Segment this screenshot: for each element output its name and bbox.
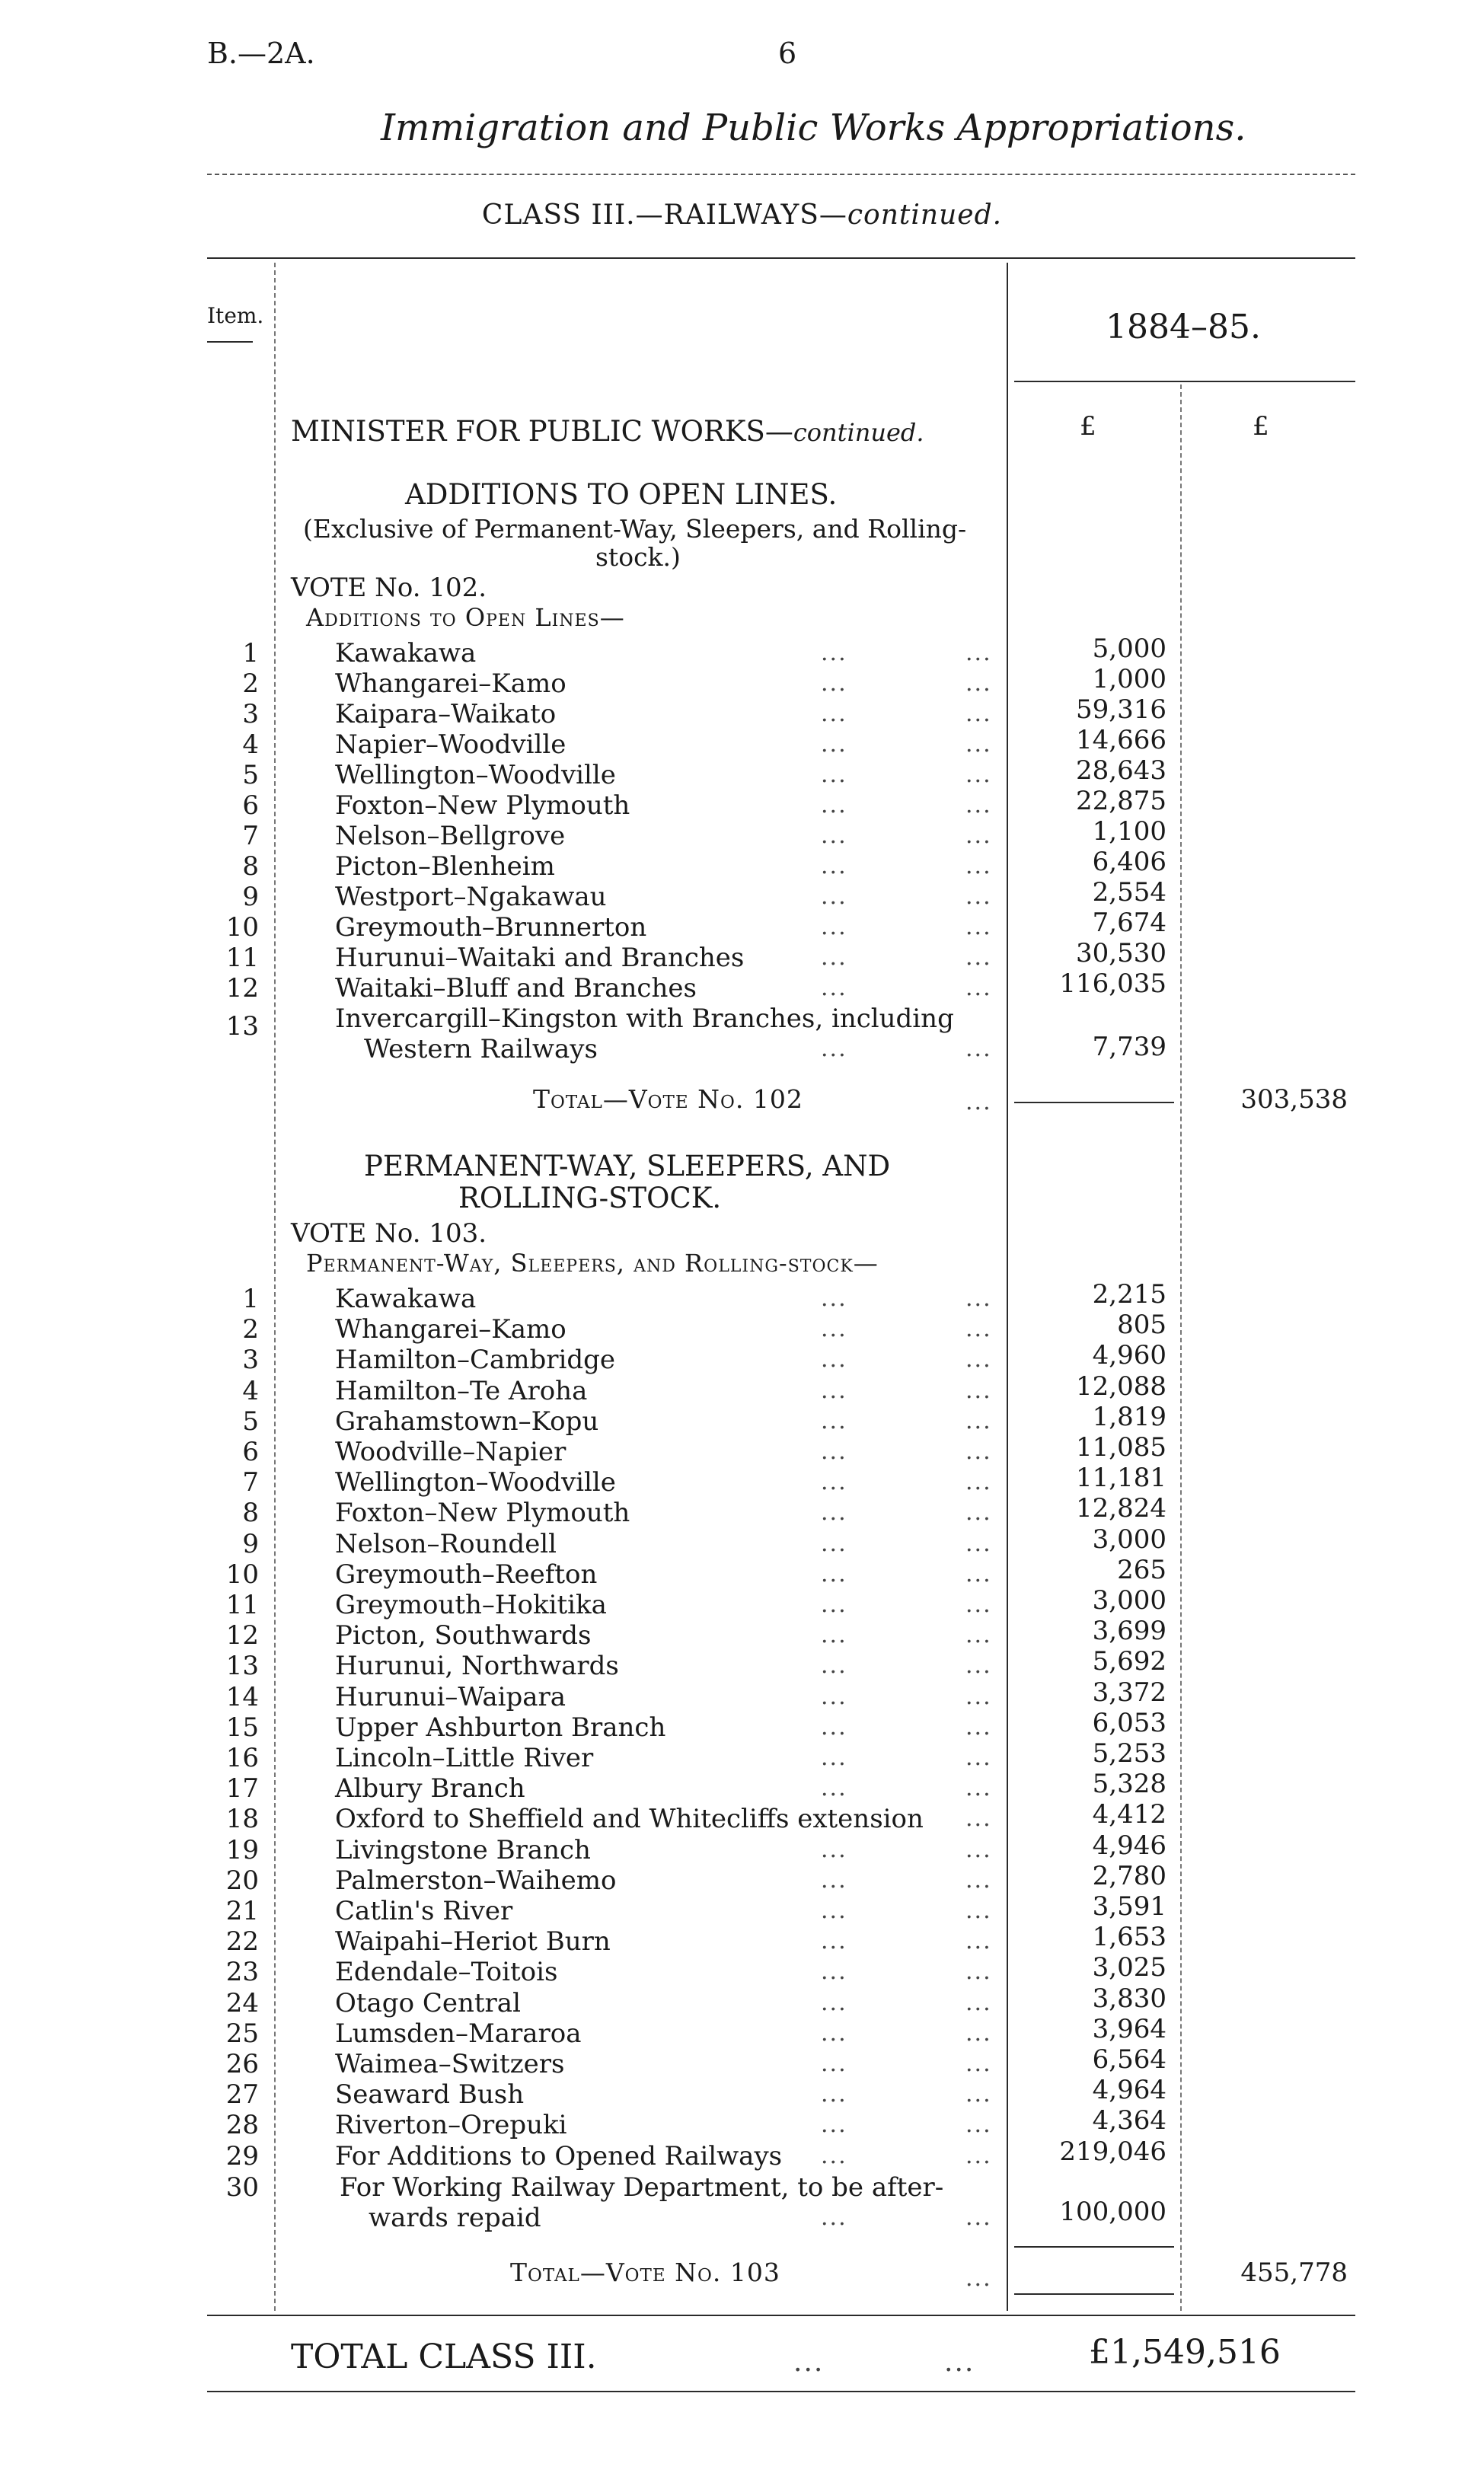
- item-name: Waimea–Switzers: [335, 2049, 565, 2079]
- item-number: 4: [242, 729, 259, 760]
- item-column-rule: [274, 263, 276, 2311]
- section-note: stock.): [595, 542, 681, 572]
- dot-leader: ...: [821, 883, 847, 910]
- item-number: 28: [225, 2110, 259, 2141]
- item-number: 20: [225, 1865, 259, 1896]
- dot-leader: ...: [821, 1035, 847, 1062]
- item-number: 27: [225, 2079, 259, 2111]
- item-number: 1: [242, 1284, 259, 1314]
- section-heading: ROLLING-STOCK.: [458, 1182, 722, 1214]
- item-name: Waipahi–Heriot Burn: [335, 1926, 611, 1958]
- dot-leader: ...: [965, 1377, 992, 1404]
- item-amount: 59,316: [1076, 694, 1166, 725]
- subtotal-rule: [1014, 2246, 1174, 2248]
- item-name: Westport–Ngakawau: [335, 882, 607, 912]
- document-code: B.—2A.: [207, 37, 315, 70]
- item-amount: 3,000: [1092, 1524, 1166, 1555]
- item-number: 18: [225, 1804, 259, 1835]
- dot-leader: ...: [965, 1805, 992, 1833]
- item-amount: 22,875: [1076, 786, 1166, 816]
- item-amount: 3,025: [1092, 1952, 1166, 1983]
- item-number: 6: [242, 790, 259, 821]
- dot-leader: ...: [965, 2142, 992, 2169]
- dot-leader: ...: [821, 1469, 847, 1496]
- dot-leader: ...: [965, 1866, 992, 1894]
- item-amount: 3,964: [1092, 2013, 1166, 2044]
- item-amount: 1,653: [1092, 1922, 1166, 1953]
- dot-leader: ...: [821, 640, 847, 666]
- dot-leader: ...: [965, 670, 992, 697]
- item-name: Picton–Blenheim: [335, 851, 555, 882]
- item-amount: 116,035: [1059, 968, 1166, 999]
- item-amount: 28,643: [1076, 755, 1166, 786]
- item-name: Seaward Bush: [335, 2079, 525, 2111]
- item-number: 1: [242, 638, 259, 669]
- dot-leader: ...: [821, 1713, 847, 1741]
- total-label: Total—Vote No. 102: [533, 1084, 803, 1114]
- dot-leader: ...: [821, 1683, 847, 1710]
- dot-leader: ...: [965, 2111, 992, 2139]
- dot-leader: ...: [821, 1560, 847, 1588]
- item-number: 11: [225, 943, 259, 973]
- vote-label: VOTE No. 103.: [291, 1218, 487, 1249]
- dot-leader: ...: [821, 792, 847, 818]
- dot-leader: ...: [821, 1407, 847, 1434]
- table-top-rule: [207, 257, 1355, 259]
- item-number: 12: [225, 973, 259, 1004]
- item-number: 7: [242, 821, 259, 851]
- dot-leader: ...: [821, 822, 847, 849]
- dot-leader: ...: [944, 2347, 975, 2378]
- vote-subheading: Additions to Open Lines—: [306, 603, 625, 632]
- item-name: Greymouth–Hokitika: [335, 1590, 607, 1620]
- dot-leader: ...: [821, 975, 847, 1001]
- dot-leader: ...: [965, 640, 992, 666]
- item-name: Napier–Woodville: [335, 729, 566, 760]
- item-amount: 2,780: [1092, 1860, 1166, 1891]
- item-number: 11: [225, 1590, 259, 1620]
- item-amount: 5,692: [1092, 1646, 1166, 1677]
- dot-leader: ...: [821, 1316, 847, 1343]
- dot-leader: ...: [965, 1683, 992, 1710]
- dot-leader: ...: [821, 1438, 847, 1465]
- table-bottom-rule: [207, 2315, 1355, 2316]
- item-name: Lincoln–Little River: [335, 1743, 594, 1773]
- item-amount: 6,406: [1092, 847, 1166, 877]
- currency-symbol: £: [1253, 411, 1269, 442]
- item-number: 14: [225, 1681, 259, 1712]
- dot-leader: ...: [965, 1775, 992, 1802]
- item-number: 21: [225, 1896, 259, 1926]
- item-amount: 1,000: [1092, 664, 1166, 694]
- item-amount: 4,964: [1092, 2075, 1166, 2106]
- dot-leader: ...: [821, 1958, 847, 1986]
- item-amount: 6,564: [1092, 2044, 1166, 2075]
- item-column-header: Item.: [207, 303, 264, 328]
- vote-subheading: Permanent-Way, Sleepers, and Rolling-stock—: [306, 1249, 879, 1278]
- item-name: Woodville–Napier: [335, 1437, 566, 1467]
- minister-heading: MINISTER FOR PUBLIC WORKS—continued.: [291, 415, 924, 448]
- dot-leader: ...: [821, 670, 847, 697]
- section-heading: PERMANENT-WAY, SLEEPERS, AND: [364, 1150, 891, 1182]
- item-number: 8: [242, 1498, 259, 1529]
- item-amount: 265: [1117, 1554, 1166, 1585]
- currency-symbol: £: [1080, 411, 1096, 442]
- dot-leader: ...: [821, 1836, 847, 1863]
- item-amount: 30,530: [1076, 938, 1166, 968]
- amount-column-rule: [1007, 263, 1008, 2311]
- dot-leader: ...: [965, 731, 992, 758]
- item-amount: 805: [1117, 1310, 1166, 1341]
- item-amount: 12,088: [1076, 1371, 1166, 1402]
- item-name: Riverton–Orepuki: [335, 2110, 567, 2141]
- item-amount: 4,946: [1092, 1830, 1166, 1861]
- item-number: 26: [225, 2049, 259, 2079]
- item-name: Wellington–Woodville: [335, 760, 616, 790]
- dot-leader: ...: [965, 1089, 992, 1115]
- dot-leader: ...: [965, 1469, 992, 1496]
- item-number: 13: [225, 1651, 259, 1682]
- item-amount: 2,215: [1092, 1279, 1166, 1310]
- subtotal-rule: [1014, 2293, 1174, 2295]
- item-amount: 100,000: [1059, 2197, 1166, 2227]
- item-amount: 7,739: [1092, 1032, 1166, 1062]
- item-name: Hurunui, Northwards: [335, 1651, 619, 1682]
- vote-total: 303,538: [1240, 1084, 1348, 1115]
- dot-leader: ...: [965, 2019, 992, 2047]
- dot-leader: ...: [821, 1652, 847, 1680]
- dot-leader: ...: [965, 1622, 992, 1649]
- item-name: Hamilton–Te Aroha: [335, 1375, 588, 1406]
- item-name: Wellington–Woodville: [335, 1467, 616, 1498]
- dot-leader: ...: [821, 1897, 847, 1924]
- item-header-underline: [207, 341, 253, 343]
- item-amount: 3,000: [1092, 1585, 1166, 1616]
- item-name: Hurunui–Waitaki and Branches: [335, 943, 745, 973]
- amount-split-rule: [1180, 385, 1182, 2311]
- dot-leader: ...: [965, 2081, 992, 2108]
- item-amount: 4,960: [1092, 1340, 1166, 1371]
- item-name: Greymouth–Brunnerton: [335, 912, 647, 943]
- item-name: Picton, Southwards: [335, 1620, 592, 1651]
- item-number: 9: [242, 1528, 259, 1559]
- item-number: 13: [225, 1011, 259, 1042]
- item-name: Oxford to Sheffield and Whitecliffs extension: [335, 1804, 924, 1835]
- item-amount: 11,181: [1076, 1463, 1166, 1494]
- item-amount: 3,591: [1092, 1891, 1166, 1922]
- dot-leader: ...: [965, 1035, 992, 1062]
- item-number: 2: [242, 1314, 259, 1345]
- item-amount: 3,372: [1092, 1677, 1166, 1708]
- dot-leader: ...: [821, 944, 847, 971]
- item-name: Upper Ashburton Branch: [335, 1712, 666, 1743]
- dot-leader: ...: [821, 2204, 847, 2231]
- item-number: 5: [242, 760, 259, 790]
- item-name: Nelson–Bellgrove: [335, 821, 566, 851]
- dot-leader: ...: [821, 1530, 847, 1557]
- item-number: 6: [242, 1437, 259, 1467]
- dot-leader: ...: [821, 914, 847, 940]
- item-name: Foxton–New Plymouth: [335, 790, 630, 821]
- dot-leader: ...: [965, 1285, 992, 1312]
- dot-leader: ...: [965, 761, 992, 788]
- item-name: Kawakawa: [335, 638, 477, 669]
- page-number: 6: [778, 37, 797, 70]
- dot-leader: ...: [965, 1407, 992, 1434]
- item-number: 9: [242, 882, 259, 912]
- item-number: 25: [225, 2018, 259, 2049]
- item-name: Nelson–Roundell: [335, 1528, 557, 1559]
- item-number: 2: [242, 669, 259, 699]
- item-number: 15: [225, 1712, 259, 1743]
- dot-leader: ...: [965, 1928, 992, 1955]
- dot-leader: ...: [793, 2347, 825, 2378]
- subtotal-rule: [1014, 1102, 1174, 1103]
- item-amount: 3,830: [1092, 1983, 1166, 2014]
- dot-leader: ...: [965, 792, 992, 818]
- dot-leader: ...: [965, 1346, 992, 1374]
- dot-leader: ...: [965, 700, 992, 727]
- item-number: 17: [225, 1773, 259, 1804]
- dot-leader: ...: [965, 2265, 992, 2292]
- dot-leader: ...: [965, 1744, 992, 1771]
- item-name: Kaipara–Waikato: [335, 699, 557, 729]
- item-name: Invercargill–Kingston with Branches, including: [335, 1004, 954, 1034]
- item-name: Waitaki–Bluff and Branches: [335, 973, 697, 1004]
- grand-total-label: TOTAL CLASS III.: [291, 2337, 597, 2376]
- dot-leader: ...: [821, 1775, 847, 1802]
- item-number: 16: [225, 1743, 259, 1773]
- item-name: Grahamstown–Kopu: [335, 1406, 599, 1437]
- dot-leader: ...: [821, 1499, 847, 1527]
- dot-leader: ...: [965, 1897, 992, 1924]
- dot-leader: ...: [965, 1438, 992, 1465]
- year-header: 1884–85.: [1106, 308, 1261, 346]
- section-heading: ADDITIONS TO OPEN LINES.: [405, 478, 838, 511]
- dot-leader: ...: [821, 2050, 847, 2077]
- dot-leader: ...: [821, 2111, 847, 2139]
- dot-leader: ...: [965, 975, 992, 1001]
- item-name: Otago Central: [335, 1987, 521, 2018]
- item-number: 24: [225, 1987, 259, 2018]
- dot-leader: ...: [821, 853, 847, 879]
- item-amount: 4,412: [1092, 1799, 1166, 1830]
- dot-leader: ...: [821, 1377, 847, 1404]
- dot-leader: ...: [821, 1346, 847, 1374]
- item-name: For Working Railway Department, to be after-: [340, 2172, 944, 2203]
- item-name: Lumsden–Mararoa: [335, 2018, 582, 2049]
- vote-total: 455,778: [1240, 2258, 1348, 2288]
- dot-leader: ...: [821, 2019, 847, 2047]
- dot-leader: ...: [965, 1591, 992, 1618]
- class-title: CLASS III.—RAILWAYS—continued.: [481, 199, 1003, 231]
- item-name: Kawakawa: [335, 1284, 477, 1314]
- item-name: Catlin's River: [335, 1896, 513, 1926]
- dot-leader: ...: [821, 2081, 847, 2108]
- item-amount: 5,253: [1092, 1738, 1166, 1769]
- item-name: For Additions to Opened Railways: [335, 2140, 783, 2171]
- item-name: Edendale–Toitois: [335, 1957, 558, 1988]
- item-number: 4: [242, 1375, 259, 1406]
- item-name: Hurunui–Waipara: [335, 1681, 566, 1712]
- item-amount: 5,328: [1092, 1769, 1166, 1800]
- dot-leader: ...: [821, 1989, 847, 2016]
- item-number: 30: [225, 2172, 259, 2203]
- section-note: (Exclusive of Permanent-Way, Sleepers, and Rolling-: [303, 514, 967, 544]
- dot-leader: ...: [821, 731, 847, 758]
- item-number: 29: [225, 2140, 259, 2171]
- dot-leader: ...: [965, 1652, 992, 1680]
- item-name: Whangarei–Kamo: [335, 669, 566, 699]
- dot-leader: ...: [965, 1530, 992, 1557]
- dot-leader: ...: [821, 1866, 847, 1894]
- item-amount: 2,554: [1092, 877, 1166, 908]
- item-number: 8: [242, 851, 259, 882]
- item-number: 10: [225, 912, 259, 943]
- item-amount: 6,053: [1092, 1707, 1166, 1738]
- item-amount: 1,100: [1092, 816, 1166, 847]
- item-amount: 4,364: [1092, 2105, 1166, 2136]
- item-name: Albury Branch: [335, 1773, 525, 1804]
- page-subtitle: Immigration and Public Works Appropriations.: [381, 107, 1246, 149]
- item-number: 10: [225, 1559, 259, 1590]
- item-name: Palmerston–Waihemo: [335, 1865, 617, 1896]
- dot-leader: ...: [821, 1591, 847, 1618]
- item-amount: 5,000: [1092, 633, 1166, 664]
- year-rule: [1014, 381, 1355, 382]
- item-amount: 14,666: [1076, 725, 1166, 755]
- dot-leader: ...: [821, 1285, 847, 1312]
- dot-leader: ...: [965, 1560, 992, 1588]
- item-name: Western Railways: [364, 1034, 598, 1064]
- item-name: Whangarei–Kamo: [335, 1314, 566, 1345]
- dot-leader: ...: [965, 822, 992, 849]
- item-amount: 11,085: [1076, 1432, 1166, 1463]
- grand-total-amount: £1,549,516: [1089, 2333, 1281, 2372]
- item-number: 19: [225, 1834, 259, 1865]
- dot-leader: ...: [965, 853, 992, 879]
- dot-leader: ...: [965, 883, 992, 910]
- dot-leader: ...: [965, 2050, 992, 2077]
- dot-leader: ...: [821, 1928, 847, 1955]
- item-amount: 1,819: [1092, 1401, 1166, 1432]
- dot-leader: ...: [965, 1499, 992, 1527]
- item-number: 3: [242, 699, 259, 729]
- dot-leader: ...: [965, 2204, 992, 2231]
- item-name: Greymouth–Reefton: [335, 1559, 598, 1590]
- item-name: Hamilton–Cambridge: [335, 1345, 616, 1376]
- dot-leader: ...: [965, 944, 992, 971]
- item-name: Livingstone Branch: [335, 1834, 591, 1865]
- item-number: 3: [242, 1345, 259, 1376]
- total-label: Total—Vote No. 103: [510, 2258, 780, 2287]
- dot-leader: ...: [965, 1836, 992, 1863]
- vote-label: VOTE No. 102.: [291, 573, 487, 603]
- dot-leader: ...: [821, 761, 847, 788]
- dot-leader: ...: [965, 914, 992, 940]
- item-number: 7: [242, 1467, 259, 1498]
- rule: [207, 174, 1355, 175]
- item-amount: 3,699: [1092, 1616, 1166, 1647]
- dot-leader: ...: [965, 1316, 992, 1343]
- item-amount: 12,824: [1076, 1493, 1166, 1524]
- item-number: 5: [242, 1406, 259, 1437]
- item-name: Foxton–New Plymouth: [335, 1498, 630, 1529]
- item-amount: 7,674: [1092, 908, 1166, 938]
- dot-leader: ...: [821, 1622, 847, 1649]
- item-name: wards repaid: [369, 2203, 541, 2233]
- dot-leader: ...: [821, 2142, 847, 2169]
- dot-leader: ...: [965, 1958, 992, 1986]
- closing-rule: [207, 2391, 1355, 2392]
- item-number: 23: [225, 1957, 259, 1988]
- dot-leader: ...: [821, 1744, 847, 1771]
- dot-leader: ...: [821, 700, 847, 727]
- item-number: 22: [225, 1926, 259, 1958]
- dot-leader: ...: [965, 1713, 992, 1741]
- dot-leader: ...: [965, 1989, 992, 2016]
- item-amount: 219,046: [1059, 2136, 1166, 2167]
- item-number: 12: [225, 1620, 259, 1651]
